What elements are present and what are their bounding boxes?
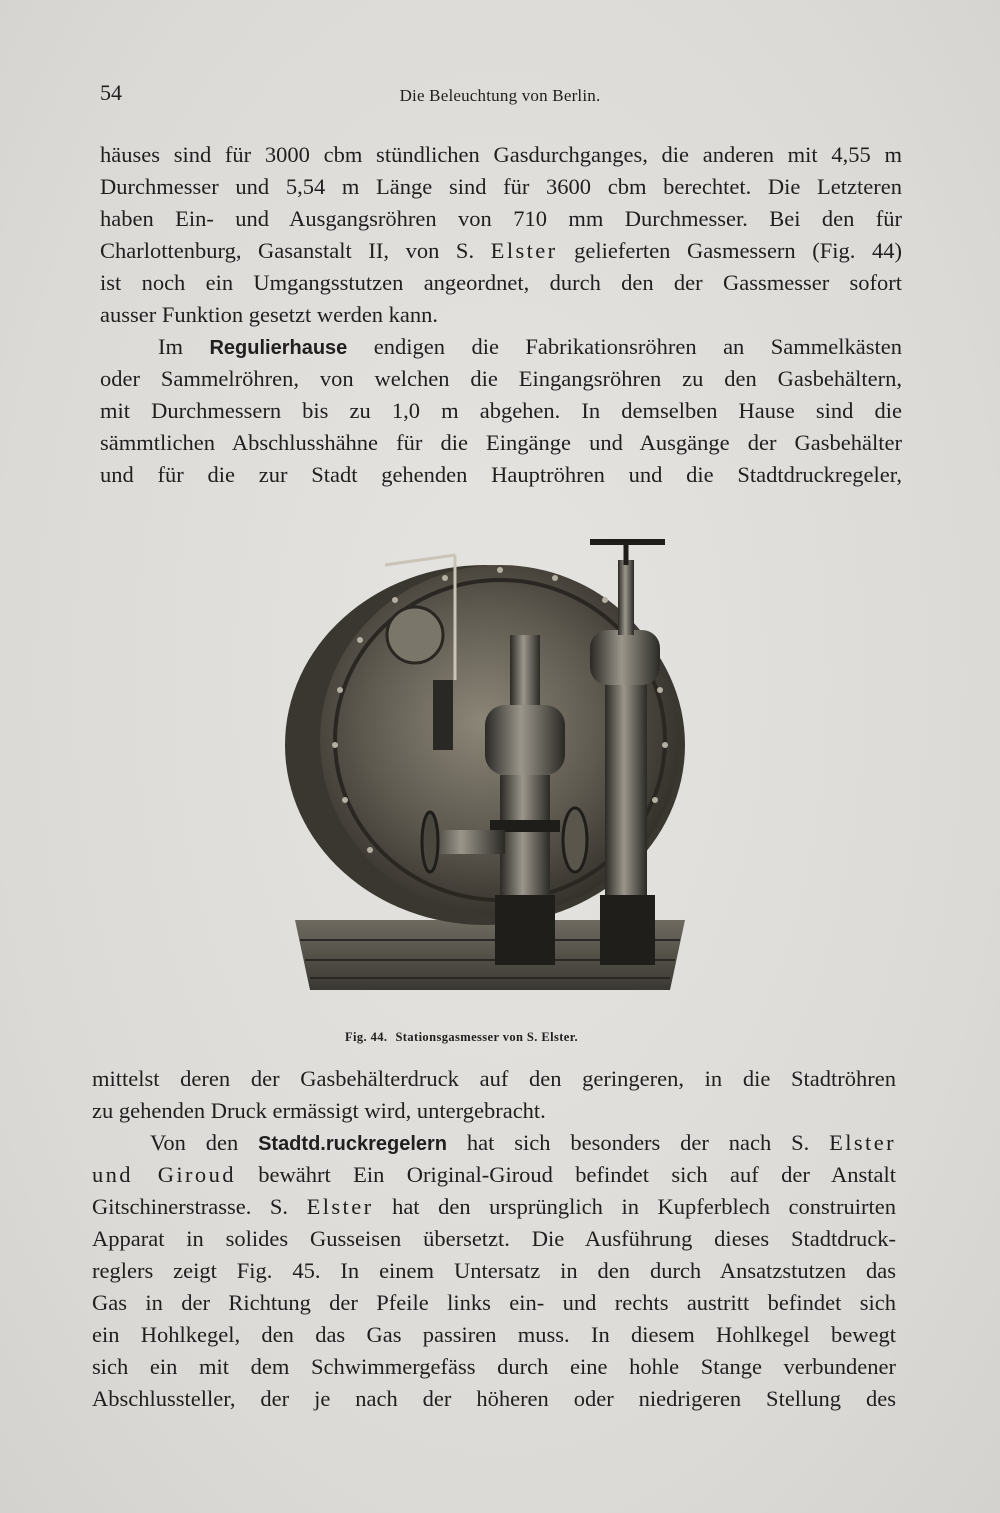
text-line — [92, 1128, 896, 1160]
person-name: und Giroud — [92, 1162, 236, 1187]
page-number: 54 — [100, 80, 122, 105]
text-segment: endigen die Fabrikationsröhren an Sammelkästen — [347, 334, 902, 359]
text-segment: Gitschinerstrasse. S. — [92, 1194, 307, 1219]
text-line: reglers zeigt Fig. 45. In einem Untersatz in den durch Ansatzstutzen das — [92, 1258, 896, 1283]
figure-caption — [345, 1030, 645, 1045]
figure-label: Fig. 44. — [345, 1030, 388, 1044]
text-line: Abschlussteller, der je nach der höheren oder niedrigeren Stellung des — [92, 1386, 896, 1411]
text-line: zu gehenden Druck ermässigt wird, untergebracht. — [92, 1098, 546, 1123]
text-line: sämmtlichen Abschlusshähne für die Eingänge und Ausgänge der Gasbehälter — [100, 430, 902, 455]
text-line: Gas in der Richtung der Pfeile links ein- und rechts austritt befindet sich — [92, 1290, 896, 1315]
text-segment: hat sich besonders der nach S. — [447, 1130, 830, 1155]
person-name: Elster — [829, 1130, 896, 1155]
text-segment: hat den ursprünglich in Kupferblech construirten — [373, 1194, 896, 1219]
text-line: ist noch ein Umgangsstutzen angeordnet, durch den der Gassmesser sofort — [100, 270, 902, 295]
text-block-upper — [100, 140, 902, 492]
text-line — [100, 236, 902, 268]
person-name: Elster — [490, 238, 558, 263]
text-line: haben Ein- und Ausgangsröhren von 710 mm Durchmesser. Bei den für — [100, 206, 902, 231]
text-line: mittelst deren der Gasbehälterdruck auf den geringeren, in die Stadtröhren — [92, 1066, 896, 1091]
gas-meter-illustration — [285, 520, 705, 1010]
figure-gas-meter — [285, 520, 705, 1010]
text-segment: Charlottenburg, Gasanstalt II, von S. — [100, 238, 491, 263]
figure-caption-text: Stationsgasmesser von S. Elster. — [395, 1030, 579, 1044]
text-line: ausser Funktion gesetzt werden kann. — [100, 302, 439, 327]
text-segment: Im — [158, 334, 210, 359]
text-block-lower — [92, 1064, 896, 1416]
text-line — [92, 1160, 896, 1192]
text-line: oder Sammelröhren, von welchen die Eingangsröhren zu den Gasbehältern, — [100, 366, 902, 391]
text-line: häuses sind für 3000 cbm stündlichen Gasdurchganges, die anderen mit 4,55 m — [100, 142, 902, 167]
text-line: ein Hohlkegel, den das Gas passiren muss. In diesem Hohlkegel bewegt — [92, 1322, 896, 1347]
text-segment: Von den — [150, 1130, 259, 1155]
text-line — [100, 332, 902, 364]
text-line: Apparat in solides Gusseisen übersetzt. Die Ausführung dieses Stadtdruck- — [92, 1226, 896, 1251]
running-title: Die Beleuchtung von Berlin. — [399, 86, 601, 105]
person-name: Elster — [306, 1194, 374, 1219]
text-line — [92, 1192, 896, 1224]
text-line: mit Durchmessern bis zu 1,0 m abgehen. In demselben Hause sind die — [100, 398, 902, 423]
bold-term: Stadtd.ruckregelern — [258, 1133, 448, 1155]
bold-term: Regulierhause — [209, 337, 348, 359]
text-line: sich ein mit dem Schwimmergefäss durch eine hohle Stange verbundener — [92, 1354, 896, 1379]
text-segment: bewährt Ein Original-Giroud befindet sich auf der Anstalt — [235, 1162, 896, 1187]
page-header — [100, 80, 900, 110]
text-line: Durchmesser und 5,54 m Länge sind für 3600 cbm berechtet. Die Letzteren — [100, 174, 902, 199]
text-segment: gelieferten Gasmessern (Fig. 44) — [557, 238, 902, 263]
text-line: und für die zur Stadt gehenden Hauptröhren und die Stadtdruckregeler, — [100, 462, 902, 487]
